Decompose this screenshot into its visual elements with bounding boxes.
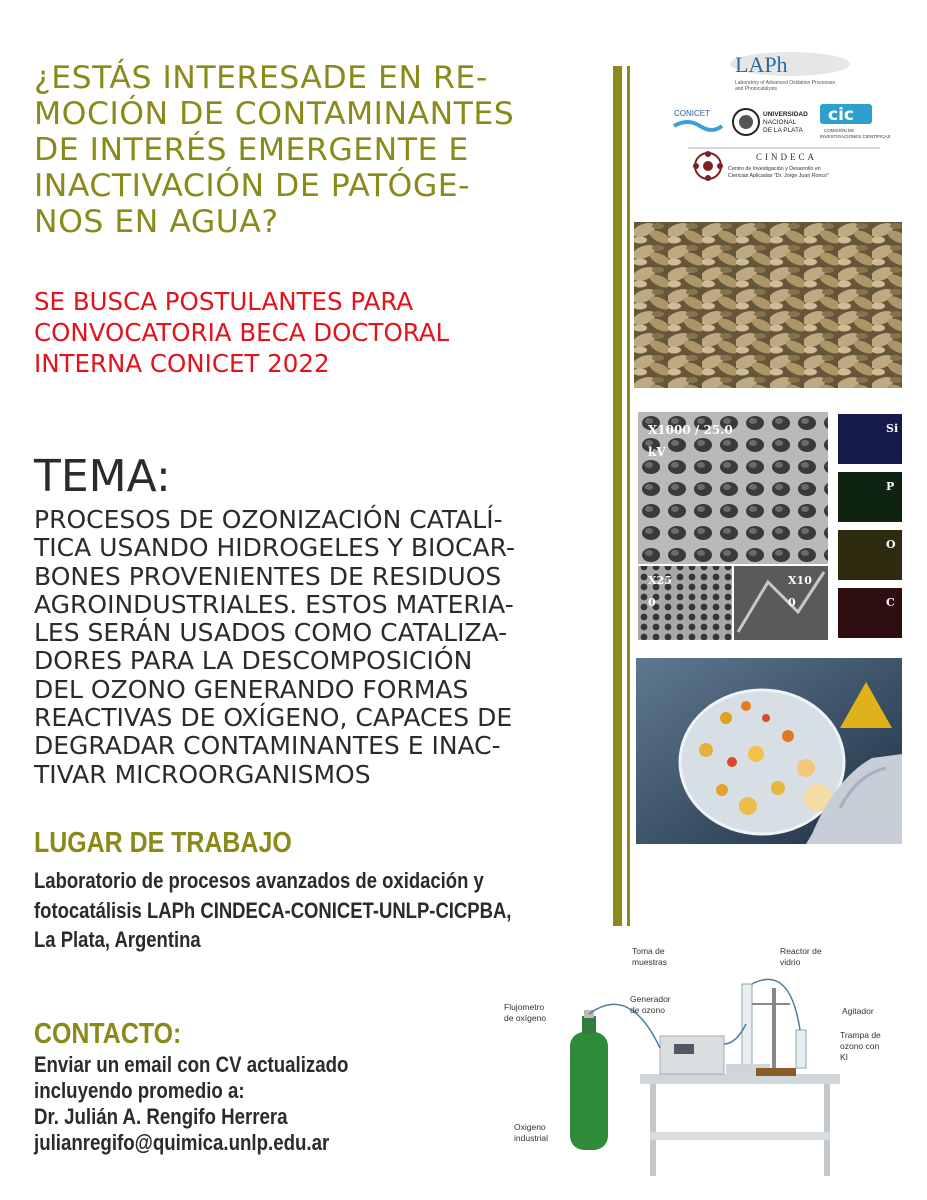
cic-logo: cic (828, 105, 854, 125)
tema-line: DORES PARA LA DESCOMPOSICIÓN (34, 646, 473, 676)
label-reactor-1: Reactor de (780, 946, 822, 956)
oxygen-cylinder (570, 1032, 608, 1150)
headline-line: MOCIÓN DE CONTAMINANTES (34, 96, 515, 132)
elemental-maps (838, 414, 902, 638)
sem-small1-label2: 0 (648, 596, 656, 609)
lugar-line: fotocatálisis LAPh CINDECA-CONICET-UNLP-CICPBA, (34, 897, 512, 923)
sem-main-label: X1000 / 25.0 (648, 423, 733, 437)
cindeca-sub2: Ciencias Aplicadas "Dr. Jorge Juan Ronco" (728, 173, 829, 179)
callout-line: CONVOCATORIA BECA DOCTORAL (34, 318, 450, 347)
sem-micrograph (638, 412, 828, 640)
lugar-heading: LUGAR DE TRABAJO (34, 827, 292, 859)
tema-line: LES SERÁN USADOS COMO CATALIZA- (34, 618, 508, 648)
unlp-line1: UNIVERSIDAD (763, 111, 808, 118)
label-trampa-2: ozono con (840, 1041, 880, 1051)
label-trampa-1: Trampa de (840, 1030, 881, 1040)
tema-line: BONES PROVENIENTES DE RESIDUOS (34, 561, 502, 591)
label-oxigeno-2: industrial (514, 1133, 549, 1143)
sem-small2-label2: 0 (788, 596, 796, 609)
lab-table-top (640, 1074, 840, 1084)
ozone-trap (796, 1030, 806, 1068)
label-flujometro-2: de oxígeno (504, 1013, 547, 1023)
tema-line: DEL OZONO GENERANDO FORMAS (34, 674, 469, 704)
sem-small-image-2 (734, 566, 828, 640)
contacto-heading: CONTACTO: (34, 1018, 182, 1050)
laph-sub2: and Photocatalysis (735, 86, 777, 92)
contact-email[interactable]: julianregifo@quimica.unlp.edu.ar (34, 1130, 330, 1155)
tema-line: TICA USANDO HIDROGELES Y BIOCAR- (34, 533, 515, 563)
tema-heading: TEMA: (34, 451, 171, 502)
label-oxigeno-1: Oxigeno (514, 1122, 546, 1132)
glass-reactor (742, 984, 752, 1068)
label-toma-2: muestras (632, 957, 667, 967)
lugar-line: La Plata, Argentina (34, 927, 201, 952)
petri-dish-photo (636, 658, 902, 844)
label-generador-2: de ozono (630, 1005, 665, 1015)
conicet-logo: CONICET (674, 109, 710, 118)
headline-line: DE INTERÉS EMERGENTE E (34, 132, 469, 168)
ozone-generator (660, 1036, 724, 1074)
map-si-label: Si (886, 422, 899, 435)
label-reactor-2: vidrio (780, 957, 801, 967)
petri-dish (680, 690, 844, 834)
tema-line: PROCESOS DE OZONIZACIÓN CATALÍ- (34, 505, 503, 534)
contacto-line: Dr. Julián A. Rengifo Herrera (34, 1104, 288, 1129)
cindeca-logo: CINDECA (756, 152, 817, 162)
institution-logos (660, 40, 910, 190)
tema-line: DEGRADAR CONTAMINANTES E INAC- (34, 731, 501, 761)
contacto-line: incluyendo promedio a: (34, 1078, 245, 1103)
tema-line: TIVAR MICROORGANISMOS (34, 759, 371, 789)
headline (34, 60, 604, 240)
tema-line: REACTIVAS DE OXÍGENO, CAPACES DE (34, 703, 513, 733)
label-agitador: Agitador (842, 1006, 874, 1016)
tema-body (34, 506, 515, 789)
laph-sub1: Laboratory of Advanced Oxidation Processes (735, 80, 836, 86)
map-o-label: O (886, 538, 896, 551)
map-c-label: C (886, 596, 895, 609)
cindeca-sub1: Centro de Investigación y Desarrollo en (728, 166, 821, 172)
unlp-seal-inner-icon (739, 115, 753, 129)
lugar-line: Laboratorio de procesos avanzados de oxidación y (34, 868, 484, 893)
callout-line: SE BUSCA POSTULANTES PARA (34, 287, 414, 316)
label-flujometro-1: Flujometro (504, 1002, 545, 1012)
label-generador-1: Generador (630, 994, 671, 1004)
peanut-shells-photo (634, 222, 902, 388)
tema-line: AGROINDUSTRIALES. ESTOS MATERIA- (34, 589, 514, 619)
cic-sub1: COMISIÓN DE (824, 128, 855, 133)
contacto-body (34, 1052, 348, 1156)
contacto-line: Enviar un email con CV actualizado (34, 1052, 349, 1077)
headline-line: INACTIVACIÓN DE PATÓGE- (34, 168, 471, 204)
callout-line: INTERNA CONICET 2022 (34, 349, 330, 378)
sem-small1-label: X25 (648, 574, 672, 587)
divider-rule-thin (627, 66, 630, 926)
callout (34, 286, 604, 379)
sem-small2-label: X10 (788, 574, 812, 587)
sem-main-label2: kV (648, 445, 666, 459)
laph-logo: LAPh (735, 52, 788, 77)
conicet-wave-icon (674, 122, 722, 130)
label-toma-1: Toma de (632, 946, 665, 956)
label-trampa-3: KI (840, 1052, 849, 1062)
headline-line: NOS EN AGUA? (34, 204, 279, 240)
cic-sub2: INVESTIGACIONES CIENTÍFICAS (820, 134, 891, 139)
cindeca-emblem-icon (693, 151, 723, 181)
unlp-line3: DE LA PLATA (763, 127, 803, 134)
map-p-label: P (886, 480, 895, 493)
divider-rule (613, 66, 622, 926)
ozonation-setup-diagram (490, 944, 902, 1176)
lugar-body (34, 866, 511, 955)
headline-line: ¿ESTÁS INTERESADE EN RE- (34, 60, 488, 96)
unlp-line2: NACIONAL (763, 119, 797, 126)
